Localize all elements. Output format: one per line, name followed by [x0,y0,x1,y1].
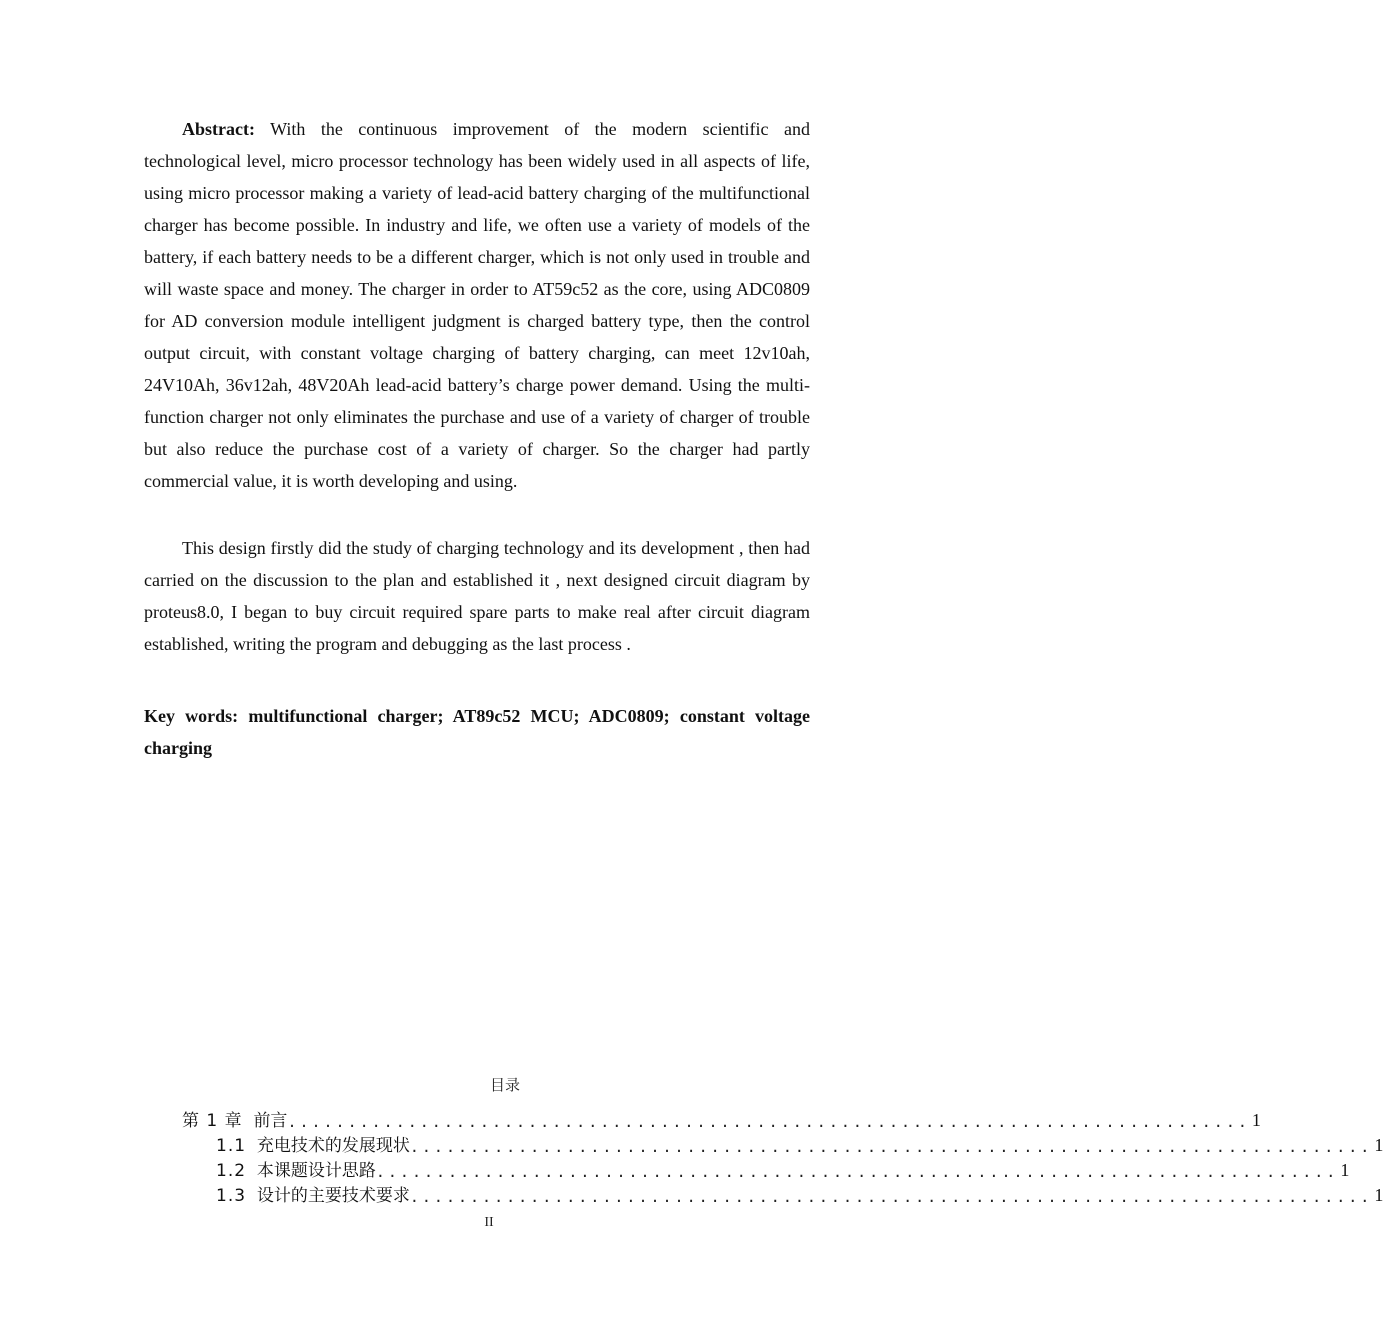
keywords: Key words: multifunctional charger; AT89c52 MCU; ADC0809; constant voltage charging [144,706,810,758]
toc-leader-dots: ................................................................................ [375,1163,1339,1181]
abstract-text: With the continuous improvement of the modern scientific and technological level, micro processor technology has been widely used in all aspects of life, using micro processor making a variety of lead-acid battery charging of the multifunctional charger has become possible. In industry and life, we often use a variety of models of the battery, if each battery needs to be a different charger, which is not only used in trouble and will waste space and money. The charger in order to AT59c52 as the core, using ADC0809 for AD conversion module intelligent judgment is charged battery type, then the control output circuit, with constant voltage charging of battery charging, can meet 12v10ah, 24V10Ah, 36v12ah, 48V20Ah lead-acid battery’s charge power demand. Using the multi-function charger not only eliminates the purchase and use of a variety of charger of trouble but also reduce the purchase cost of a variety of charger. So the charger had partly commercial value, it is worth developing and using. [144,119,810,491]
toc-entry[interactable] [182,1107,1261,1131]
toc-entry-page: 1 [1374,1135,1383,1155]
toc-entry-number: 第 1 章 [182,1111,243,1131]
toc-entry-title: 充电技术的发展现状 [256,1136,410,1156]
toc-entry-number: 1.3 [216,1186,247,1206]
toc-entry-title: 前言 [253,1111,288,1131]
toc-leader-dots: ................................................................................ [409,1188,1373,1206]
toc-leader-dots: ................................................................................ [409,1138,1373,1156]
abstract-paragraph [144,113,810,497]
toc-entry-label [216,1181,410,1206]
toc-entry[interactable] [216,1132,1383,1156]
toc-entry-title: 设计的主要技术要求 [256,1186,410,1206]
toc-entry-page: 1 [1251,1110,1261,1130]
toc-leader-dots: ................................................................................ [287,1113,1250,1131]
abstract-paragraph-2: This design firstly did the study of charging technology and its development , then had carried on the discussion to the plan and established it , next designed circuit diagram by proteus8.0, I began to buy circuit required spare parts to make real after circuit diagram established, writing the program and debugging as the last process . [144,538,810,654]
toc-entry-label [216,1131,410,1156]
page-number: II [484,1215,494,1230]
toc-entry-number: 1.1 [216,1136,247,1156]
toc-entry-page: 1 [1374,1185,1383,1205]
toc-entry-page: 1 [1340,1160,1350,1180]
toc-entry[interactable] [216,1157,1350,1181]
toc-entry-label [216,1156,376,1181]
toc-entry[interactable] [216,1182,1383,1206]
toc-title: 目录 [489,1076,520,1094]
toc-entry-label [182,1106,287,1131]
abstract-label: Abstract: [182,119,255,139]
toc-entry-number: 1.2 [216,1161,247,1181]
toc-entry-title: 本课题设计思路 [256,1161,376,1181]
